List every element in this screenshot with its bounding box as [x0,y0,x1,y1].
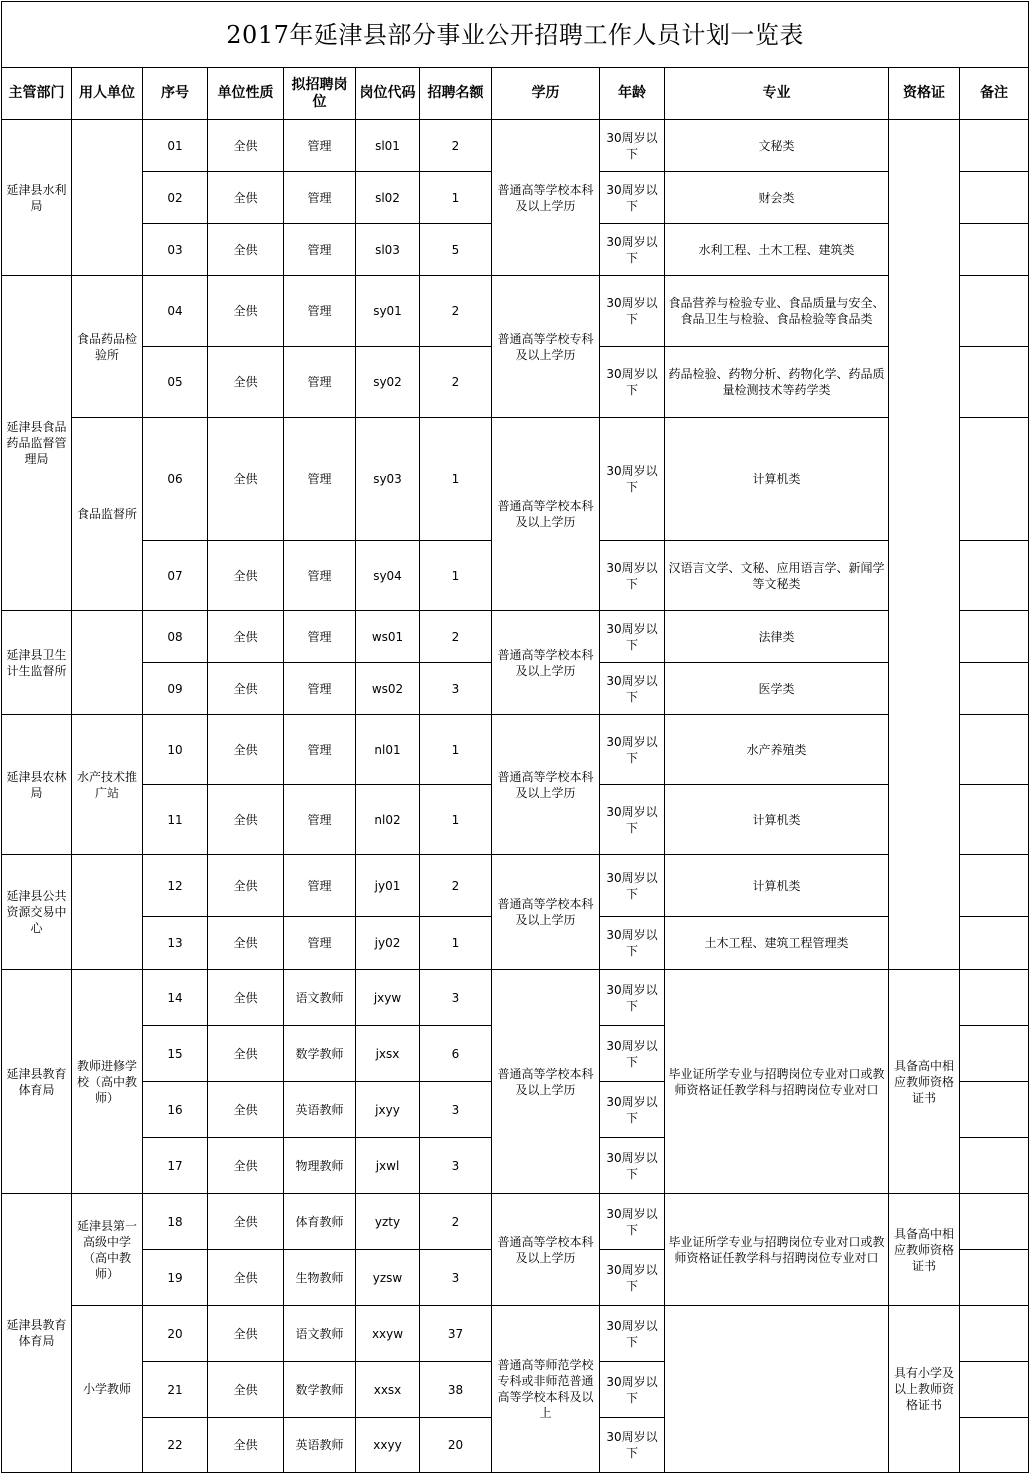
unit-cell: 食品监督所 [72,418,143,611]
code-cell: xxyw [356,1306,420,1362]
remark-cell [960,715,1029,785]
age-cell: 30周岁以下 [600,1026,665,1082]
certificate-cell: 具备高中相应教师资格证书 [889,970,960,1194]
major-cell: 汉语言文学、文秘、应用语言学、新闻学等文秘类 [665,541,889,611]
remark-cell [960,1082,1029,1138]
age-cell: 30周岁以下 [600,1138,665,1194]
nature-cell: 全供 [208,224,284,276]
major-cell: 文秘类 [665,120,889,172]
table-row [2,276,1029,347]
age-cell: 30周岁以下 [600,1194,665,1250]
serial-cell: 09 [143,663,208,715]
count-cell: 1 [420,917,492,970]
nature-cell: 全供 [208,1250,284,1306]
count-cell: 2 [420,120,492,172]
serial-cell: 10 [143,715,208,785]
count-cell: 20 [420,1418,492,1473]
header-cell: 拟招聘岗位 [284,68,356,120]
serial-cell: 11 [143,785,208,855]
post-cell: 管理 [284,120,356,172]
remark-cell [960,120,1029,172]
age-cell: 30周岁以下 [600,970,665,1026]
serial-cell: 03 [143,224,208,276]
code-cell: nl02 [356,785,420,855]
serial-cell: 21 [143,1362,208,1418]
education-cell: 普通高等师范学校专科或非师范普通高等学校本科及以上 [492,1306,600,1473]
remark-cell [960,418,1029,541]
post-cell: 管理 [284,541,356,611]
code-cell: sl03 [356,224,420,276]
post-cell: 管理 [284,855,356,917]
nature-cell: 全供 [208,1138,284,1194]
code-cell: jxyw [356,970,420,1026]
table-row [2,120,1029,172]
nature-cell: 全供 [208,172,284,224]
serial-cell: 22 [143,1418,208,1473]
serial-cell: 01 [143,120,208,172]
header-cell: 主管部门 [2,68,72,120]
nature-cell: 全供 [208,855,284,917]
department-cell: 延津县食品药品监督管理局 [2,276,72,611]
major-cell: 食品营养与检验专业、食品质量与安全、食品卫生与检验、食品检验等食品类 [665,276,889,347]
education-cell: 普通高等学校本科及以上学历 [492,120,600,276]
code-cell: jy01 [356,855,420,917]
age-cell: 30周岁以下 [600,347,665,418]
serial-cell: 20 [143,1306,208,1362]
count-cell: 2 [420,276,492,347]
serial-cell: 07 [143,541,208,611]
table-row [2,1194,1029,1250]
code-cell: xxsx [356,1362,420,1418]
code-cell: xxyy [356,1418,420,1473]
department-cell: 延津县教育体育局 [2,1194,72,1473]
count-cell: 3 [420,1138,492,1194]
unit-cell: 小学教师 [72,1306,143,1473]
age-cell: 30周岁以下 [600,1250,665,1306]
count-cell: 1 [420,418,492,541]
code-cell: sl01 [356,120,420,172]
nature-cell: 全供 [208,663,284,715]
post-cell: 语文教师 [284,970,356,1026]
remark-cell [960,1138,1029,1194]
remark-cell [960,224,1029,276]
post-cell: 管理 [284,611,356,663]
count-cell: 3 [420,1082,492,1138]
nature-cell: 全供 [208,715,284,785]
unit-cell: 食品药品检验所 [72,276,143,418]
remark-cell [960,276,1029,347]
table-row [2,418,1029,541]
post-cell: 管理 [284,224,356,276]
serial-cell: 05 [143,347,208,418]
remark-cell [960,1418,1029,1473]
education-cell: 普通高等学校专科及以上学历 [492,276,600,418]
code-cell: sy01 [356,276,420,347]
count-cell: 2 [420,347,492,418]
code-cell: ws02 [356,663,420,715]
post-cell: 管理 [284,172,356,224]
unit-cell: 延津县第一高级中学（高中教师） [72,1194,143,1306]
serial-cell: 04 [143,276,208,347]
count-cell: 38 [420,1362,492,1418]
post-cell: 英语教师 [284,1418,356,1473]
remark-cell [960,785,1029,855]
age-cell: 30周岁以下 [600,855,665,917]
remark-cell [960,1194,1029,1250]
nature-cell: 全供 [208,276,284,347]
major-cell: 土木工程、建筑工程管理类 [665,917,889,970]
age-cell: 30周岁以下 [600,715,665,785]
age-cell: 30周岁以下 [600,120,665,172]
age-cell: 30周岁以下 [600,785,665,855]
nature-cell: 全供 [208,917,284,970]
remark-cell [960,1250,1029,1306]
education-cell: 普通高等学校本科及以上学历 [492,970,600,1194]
code-cell: yzty [356,1194,420,1250]
post-cell: 物理教师 [284,1138,356,1194]
certificate-cell [889,120,960,970]
post-cell: 管理 [284,276,356,347]
header-cell: 年龄 [600,68,665,120]
major-cell: 毕业证所学专业与招聘岗位专业对口或教师资格证任教学科与招聘岗位专业对口 [665,1194,889,1306]
post-cell: 数学教师 [284,1362,356,1418]
nature-cell: 全供 [208,347,284,418]
age-cell: 30周岁以下 [600,1306,665,1362]
table-row [2,611,1029,663]
nature-cell: 全供 [208,1418,284,1473]
nature-cell: 全供 [208,120,284,172]
major-cell: 医学类 [665,663,889,715]
code-cell: sy03 [356,418,420,541]
code-cell: jxsx [356,1026,420,1082]
age-cell: 30周岁以下 [600,276,665,347]
count-cell: 37 [420,1306,492,1362]
post-cell: 英语教师 [284,1082,356,1138]
count-cell: 1 [420,715,492,785]
post-cell: 管理 [284,347,356,418]
table-row [2,855,1029,917]
major-cell: 财会类 [665,172,889,224]
post-cell: 管理 [284,785,356,855]
count-cell: 1 [420,785,492,855]
remark-cell [960,1026,1029,1082]
post-cell: 管理 [284,418,356,541]
certificate-cell: 具备高中相应教师资格证书 [889,1194,960,1306]
age-cell: 30周岁以下 [600,224,665,276]
code-cell: sl02 [356,172,420,224]
code-cell: jxyy [356,1082,420,1138]
nature-cell: 全供 [208,1194,284,1250]
header-cell: 单位性质 [208,68,284,120]
count-cell: 1 [420,541,492,611]
code-cell: nl01 [356,715,420,785]
serial-cell: 14 [143,970,208,1026]
education-cell: 普通高等学校本科及以上学历 [492,1194,600,1306]
count-cell: 3 [420,970,492,1026]
header-cell: 备注 [960,68,1029,120]
post-cell: 语文教师 [284,1306,356,1362]
nature-cell: 全供 [208,611,284,663]
count-cell: 5 [420,224,492,276]
remark-cell [960,970,1029,1026]
major-cell [665,1306,889,1473]
header-cell: 资格证 [889,68,960,120]
unit-cell [72,120,143,276]
remark-cell [960,855,1029,917]
age-cell: 30周岁以下 [600,1082,665,1138]
page-title: 2017年延津县部分事业公开招聘工作人员计划一览表 [2,2,1029,68]
serial-cell: 16 [143,1082,208,1138]
nature-cell: 全供 [208,785,284,855]
serial-cell: 17 [143,1138,208,1194]
remark-cell [960,172,1029,224]
serial-cell: 18 [143,1194,208,1250]
remark-cell [960,347,1029,418]
age-cell: 30周岁以下 [600,611,665,663]
count-cell: 2 [420,1194,492,1250]
remark-cell [960,1306,1029,1362]
code-cell: ws01 [356,611,420,663]
count-cell: 2 [420,611,492,663]
remark-cell [960,1362,1029,1418]
education-cell: 普通高等学校本科及以上学历 [492,855,600,970]
nature-cell: 全供 [208,1026,284,1082]
nature-cell: 全供 [208,418,284,541]
age-cell: 30周岁以下 [600,172,665,224]
count-cell: 2 [420,855,492,917]
department-cell: 延津县卫生计生监督所 [2,611,72,715]
remark-cell [960,541,1029,611]
major-cell: 水利工程、土木工程、建筑类 [665,224,889,276]
education-cell: 普通高等学校本科及以上学历 [492,418,600,611]
code-cell: sy04 [356,541,420,611]
count-cell: 3 [420,1250,492,1306]
major-cell: 计算机类 [665,785,889,855]
serial-cell: 02 [143,172,208,224]
header-cell: 学历 [492,68,600,120]
nature-cell: 全供 [208,1362,284,1418]
code-cell: yzsw [356,1250,420,1306]
age-cell: 30周岁以下 [600,1418,665,1473]
certificate-cell: 具有小学及以上教师资格证书 [889,1306,960,1473]
serial-cell: 15 [143,1026,208,1082]
post-cell: 体育教师 [284,1194,356,1250]
serial-cell: 08 [143,611,208,663]
header-cell: 招聘名额 [420,68,492,120]
header-cell: 专业 [665,68,889,120]
unit-cell [72,855,143,970]
code-cell: sy02 [356,347,420,418]
header-cell: 岗位代码 [356,68,420,120]
major-cell: 毕业证所学专业与招聘岗位专业对口或教师资格证任教学科与招聘岗位专业对口 [665,970,889,1194]
department-cell: 延津县教育体育局 [2,970,72,1194]
age-cell: 30周岁以下 [600,663,665,715]
table-row [2,970,1029,1026]
post-cell: 管理 [284,663,356,715]
age-cell: 30周岁以下 [600,418,665,541]
code-cell: jxwl [356,1138,420,1194]
serial-cell: 19 [143,1250,208,1306]
code-cell: jy02 [356,917,420,970]
age-cell: 30周岁以下 [600,541,665,611]
nature-cell: 全供 [208,1082,284,1138]
count-cell: 6 [420,1026,492,1082]
post-cell: 数学教师 [284,1026,356,1082]
nature-cell: 全供 [208,1306,284,1362]
unit-cell [72,611,143,715]
nature-cell: 全供 [208,970,284,1026]
table-row [2,715,1029,785]
header-cell: 序号 [143,68,208,120]
recruitment-table [1,1,1029,1473]
serial-cell: 13 [143,917,208,970]
age-cell: 30周岁以下 [600,917,665,970]
post-cell: 生物教师 [284,1250,356,1306]
department-cell: 延津县农林局 [2,715,72,855]
major-cell: 水产养殖类 [665,715,889,785]
remark-cell [960,917,1029,970]
unit-cell: 水产技术推广站 [72,715,143,855]
age-cell: 30周岁以下 [600,1362,665,1418]
department-cell: 延津县水利局 [2,120,72,276]
serial-cell: 12 [143,855,208,917]
post-cell: 管理 [284,917,356,970]
post-cell: 管理 [284,715,356,785]
table-row [2,1306,1029,1362]
nature-cell: 全供 [208,541,284,611]
department-cell: 延津县公共资源交易中心 [2,855,72,970]
education-cell: 普通高等学校本科及以上学历 [492,715,600,855]
unit-cell: 教师进修学校（高中教师） [72,970,143,1194]
count-cell: 1 [420,172,492,224]
remark-cell [960,663,1029,715]
major-cell: 药品检验、药物分析、药物化学、药品质量检测技术等药学类 [665,347,889,418]
remark-cell [960,611,1029,663]
header-cell: 用人单位 [72,68,143,120]
education-cell: 普通高等学校本科及以上学历 [492,611,600,715]
major-cell: 法律类 [665,611,889,663]
major-cell: 计算机类 [665,418,889,541]
serial-cell: 06 [143,418,208,541]
major-cell: 计算机类 [665,855,889,917]
count-cell: 3 [420,663,492,715]
